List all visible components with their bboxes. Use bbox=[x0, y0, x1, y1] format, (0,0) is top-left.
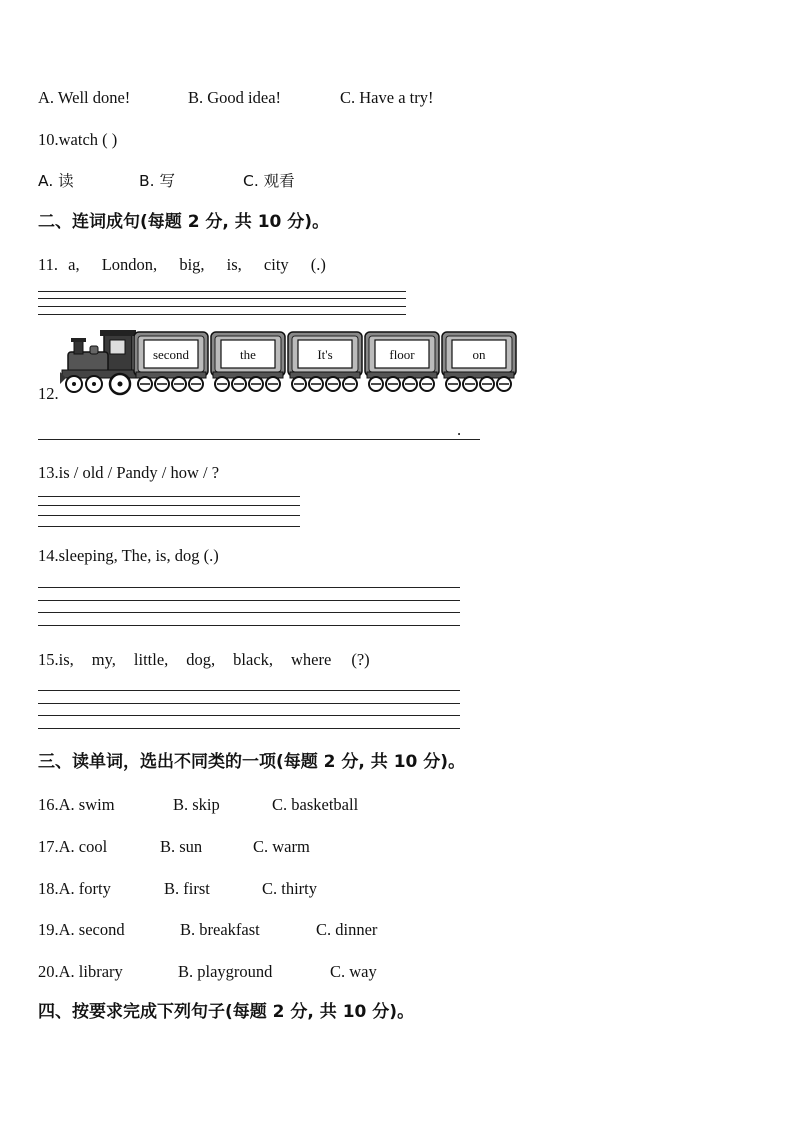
word: city bbox=[263, 255, 289, 274]
word: where bbox=[291, 650, 332, 669]
train-wagon bbox=[442, 332, 516, 391]
wagon-word: on bbox=[472, 347, 486, 362]
train-wagon bbox=[134, 332, 208, 391]
q18-num: 18. bbox=[38, 879, 59, 898]
option-c: C. 观看 bbox=[243, 172, 295, 190]
answer-line[interactable] bbox=[38, 715, 460, 716]
option-a: A. Well done! bbox=[38, 88, 131, 107]
answer-line[interactable] bbox=[38, 496, 300, 497]
q12-period: . bbox=[457, 420, 462, 439]
word: (?) bbox=[351, 650, 370, 669]
word: little, bbox=[133, 650, 169, 669]
option-b: B. skip bbox=[173, 795, 220, 814]
q13-text: 13.is / old / Pandy / how / ? bbox=[38, 463, 220, 482]
option-c: C. Have a try! bbox=[340, 88, 434, 107]
wagon-word: It's bbox=[317, 347, 333, 362]
option-c: C. way bbox=[330, 962, 377, 981]
option-c: C. warm bbox=[253, 837, 310, 856]
q17-num: 17. bbox=[38, 837, 59, 856]
answer-line[interactable] bbox=[38, 515, 300, 516]
option-c: C. thirty bbox=[262, 879, 318, 898]
word: (.) bbox=[310, 255, 326, 274]
train-illustration bbox=[58, 328, 520, 398]
q14-text: 14.sleeping, The, is, dog (.) bbox=[38, 546, 219, 565]
q19 bbox=[38, 920, 378, 940]
option-a: A. 读 bbox=[38, 172, 74, 190]
section4-heading: 四、按要求完成下列句子(每题 2 分, 共 10 分)。 bbox=[38, 1002, 415, 1022]
option-c: C. basketball bbox=[272, 795, 359, 814]
q17 bbox=[38, 837, 310, 857]
option-b: B. first bbox=[164, 879, 210, 898]
q10-stem: 10.watch ( ) bbox=[38, 130, 118, 149]
answer-line[interactable] bbox=[38, 728, 460, 729]
q19-num: 19. bbox=[38, 920, 59, 939]
q20-num: 20. bbox=[38, 962, 59, 981]
option-b: B. playground bbox=[178, 962, 273, 981]
train-wagon bbox=[288, 332, 362, 391]
q12-num: 12. bbox=[38, 384, 59, 403]
answer-line[interactable] bbox=[38, 600, 460, 601]
answer-line[interactable] bbox=[38, 690, 460, 691]
answer-line[interactable] bbox=[38, 587, 460, 588]
q16-num: 16. bbox=[38, 795, 59, 814]
option-a: A. forty bbox=[58, 879, 111, 898]
section2-heading: 二、连词成句(每题 2 分, 共 10 分)。 bbox=[38, 212, 330, 232]
answer-line[interactable] bbox=[38, 526, 300, 527]
word: big, bbox=[179, 255, 205, 274]
option-a: A. swim bbox=[58, 795, 115, 814]
answer-line[interactable] bbox=[38, 298, 406, 299]
q9-options bbox=[38, 88, 434, 108]
word: black, bbox=[233, 650, 274, 669]
answer-line[interactable] bbox=[38, 703, 460, 704]
option-a: A. cool bbox=[58, 837, 108, 856]
wagon-word: second bbox=[152, 347, 190, 362]
wagon-word: the bbox=[240, 347, 256, 362]
option-c: C. dinner bbox=[316, 920, 378, 939]
wagons bbox=[134, 332, 516, 391]
train-wagon bbox=[365, 332, 439, 391]
answer-line[interactable] bbox=[38, 314, 406, 315]
q20 bbox=[38, 962, 377, 982]
word: a, bbox=[68, 255, 80, 274]
option-a: A. second bbox=[58, 920, 125, 939]
locomotive-icon bbox=[60, 330, 136, 394]
option-b: B. breakfast bbox=[180, 920, 260, 939]
answer-line[interactable] bbox=[38, 291, 406, 292]
answer-line[interactable] bbox=[38, 306, 406, 307]
q11-num: 11. bbox=[38, 255, 59, 274]
q16 bbox=[38, 795, 359, 815]
option-b: B. sun bbox=[160, 837, 203, 856]
q18 bbox=[38, 879, 318, 899]
answer-line[interactable] bbox=[38, 612, 460, 613]
q15-words bbox=[38, 650, 370, 670]
answer-line[interactable] bbox=[38, 625, 460, 626]
answer-line[interactable] bbox=[38, 505, 300, 506]
option-a: A. library bbox=[58, 962, 123, 981]
word: my, bbox=[91, 650, 116, 669]
wagon-word: floor bbox=[389, 347, 415, 362]
q11-words bbox=[38, 255, 326, 275]
option-b: B. Good idea! bbox=[188, 88, 282, 107]
word: London, bbox=[101, 255, 158, 274]
word: is, bbox=[226, 255, 242, 274]
option-b: B. 写 bbox=[139, 172, 175, 190]
answer-line[interactable] bbox=[38, 439, 480, 440]
q15-num: 15. bbox=[38, 650, 59, 669]
train-wagon bbox=[211, 332, 285, 391]
section3-heading: 三、读单词，选出不同类的一项(每题 2 分, 共 10 分)。 bbox=[38, 752, 466, 772]
q10-options bbox=[38, 171, 295, 191]
word: is, bbox=[58, 650, 74, 669]
word: dog, bbox=[186, 650, 216, 669]
